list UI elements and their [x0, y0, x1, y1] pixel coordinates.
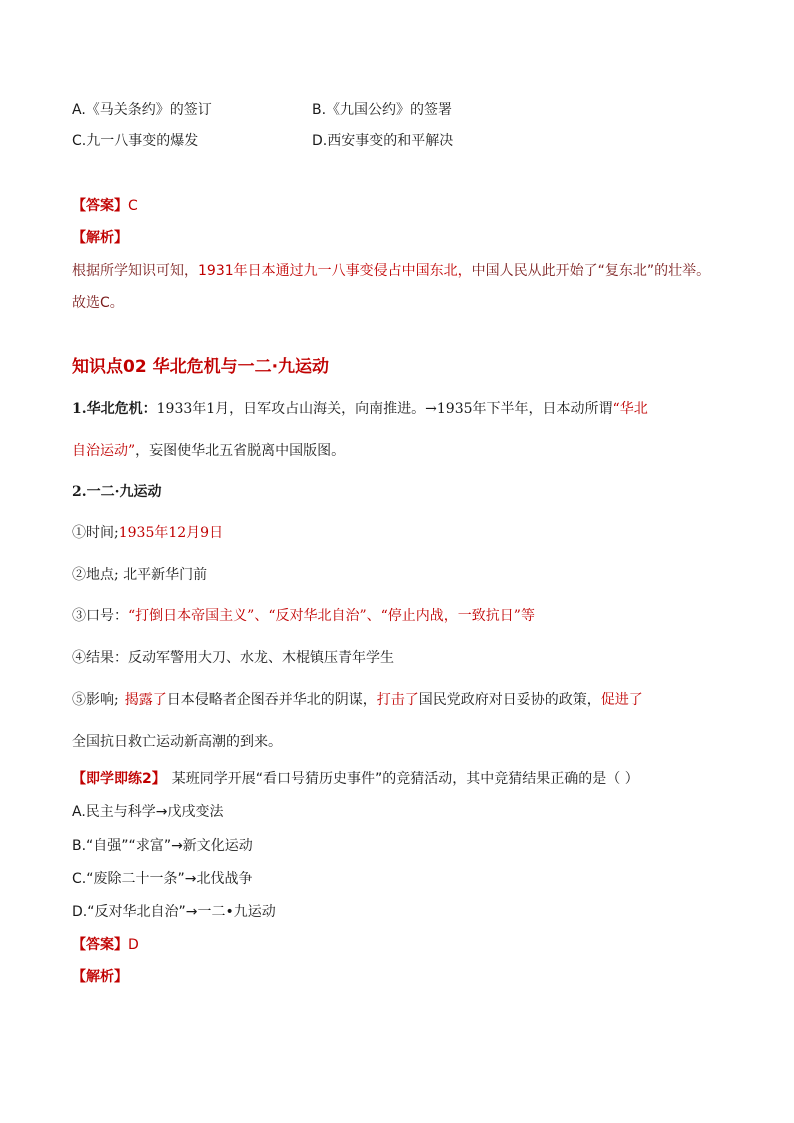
- impact-text-1: 日本侵略者企图吞并华北的阴谋，: [166, 692, 377, 708]
- answer-value-2: D: [128, 937, 139, 953]
- practice-tag: 【即学即练2】: [72, 771, 166, 787]
- item2-impact: [72, 690, 643, 710]
- answer-tag-2: 【答案】: [72, 937, 128, 953]
- item1-label: 1.华北危机：: [72, 401, 157, 417]
- impact-keyword-2: 打击了: [376, 692, 419, 708]
- item1-text-2: ，妄图使华北五省脱离中国版图。: [135, 443, 346, 459]
- slogan-value: “打倒日本帝国主义”、“反对华北自治”、“停止内战，一致抗日”等: [128, 608, 535, 624]
- answer-value: C: [128, 198, 138, 214]
- item1-quote: “华北: [612, 401, 648, 417]
- answer-tag: 【答案】: [72, 198, 128, 214]
- q2-stem-text: 某班同学开展“看口号猜历史事件”的竞猜活动，其中竞猜结果正确的是（ ）: [171, 771, 639, 787]
- item2-label: 2.一二·九运动: [72, 484, 162, 500]
- impact-label: ⑤影响;: [72, 692, 119, 708]
- q1-analysis-tag: [72, 228, 128, 248]
- q1-option-a: A.《马关条约》的签订: [72, 102, 212, 118]
- item1-text: 1933年1月，日军攻占山海关，向南推进。→1935年下半年，日本动所谓: [156, 401, 613, 417]
- q1-option-b: B.《九国公约》的签署: [312, 102, 453, 118]
- item2-place: ②地点; 北平新华门前: [72, 567, 208, 583]
- q1-analysis-line1: [72, 261, 710, 281]
- impact-text-2: 国民党政府对日妥协的政策，: [418, 692, 601, 708]
- item1-line1: [72, 399, 648, 419]
- q2-analysis: [72, 967, 128, 987]
- q2-option-b: B.“自强”“求富”→新文化运动: [72, 838, 253, 854]
- q2-option-c: C.“废除二十一条”→北伐战争: [72, 871, 253, 887]
- q1-answer: [72, 196, 138, 216]
- analysis-highlight: 1931年日本通过九一八事变侵占中国东北，: [198, 263, 472, 279]
- item2-slogan: [72, 606, 535, 626]
- item2-time: [72, 523, 223, 543]
- slogan-label: ③口号：: [72, 608, 128, 624]
- q2-option-d: D.“反对华北自治”→一二•九运动: [72, 904, 276, 920]
- analysis-text-2: 中国人民从此开始了“复东北”的壮举。: [471, 263, 711, 279]
- item1-line2: [72, 441, 345, 461]
- section-heading: 知识点02 华北危机与一二·九运动: [72, 357, 330, 377]
- q2-answer: [72, 935, 139, 955]
- item1-quote-2: 自治运动”: [72, 443, 136, 459]
- q2-stem: [72, 769, 639, 789]
- q2-option-a: A.民主与科学→戊戌变法: [72, 804, 224, 820]
- time-value: 1935年12月9日: [118, 525, 224, 541]
- time-label: ①时间;: [72, 525, 119, 541]
- analysis-tag: 【解析】: [72, 230, 128, 246]
- q1-option-c: C.九一八事变的爆发: [72, 133, 199, 149]
- q1-option-d: D.西安事变的和平解决: [312, 133, 454, 149]
- analysis-text: 根据所学知识可知，: [72, 263, 198, 279]
- item2-impact-line2: 全国抗日救亡运动新高潮的到来。: [72, 734, 282, 750]
- impact-keyword-1: 揭露了: [124, 692, 167, 708]
- q1-analysis-line2: 故选C。: [72, 295, 124, 311]
- item2-result: ④结果：反动军警用大刀、水龙、木棍镇压青年学生: [72, 650, 394, 666]
- impact-keyword-3: 促进了: [600, 692, 643, 708]
- analysis-tag-2: 【解析】: [72, 969, 128, 985]
